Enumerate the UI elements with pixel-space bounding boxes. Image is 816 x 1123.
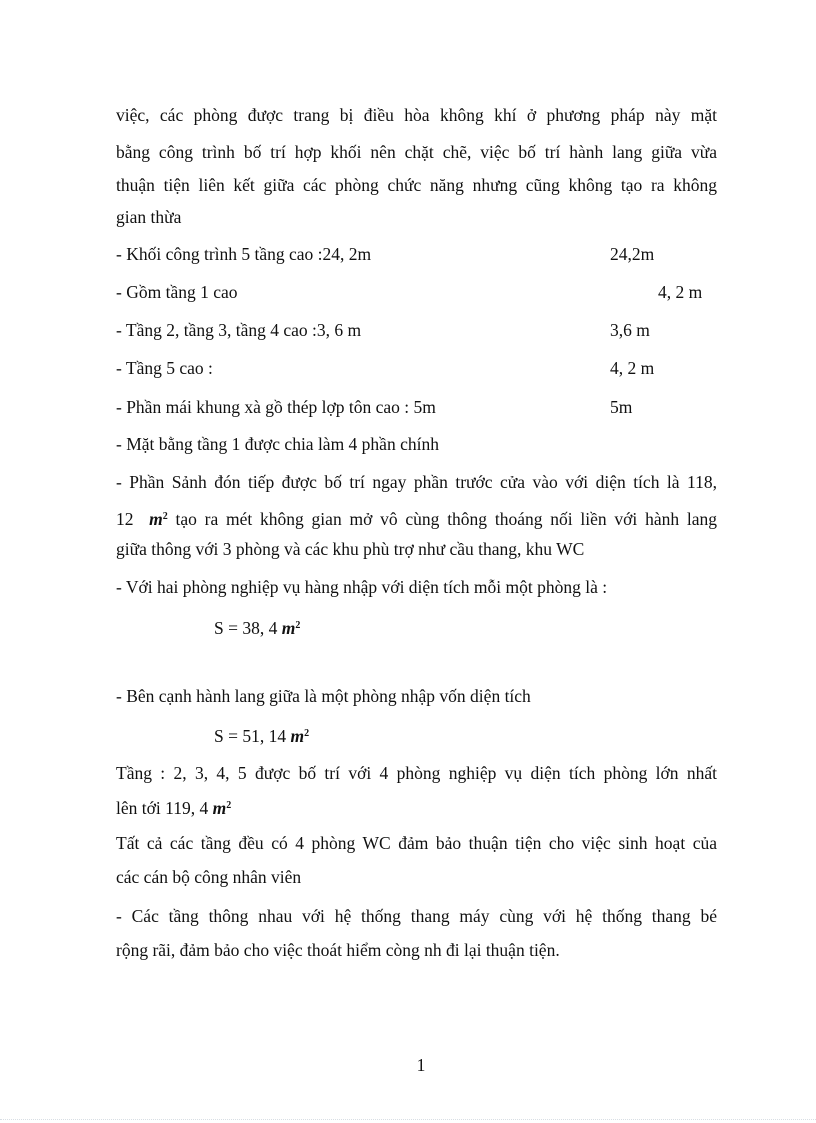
area-unit: $m^2$ [290,726,310,746]
paragraph-line: Tầng : 2, 3, 4, 5 được bố trí với 4 phòng nghiệp vụ diện tích phòng lớn nhất [116,763,717,783]
dimension-value: 3,6 m [610,320,650,340]
paragraph-line: - Mặt bằng tầng 1 được chia làm 4 phần chính [116,434,439,454]
paragraph-line: rộng rãi, đảm bảo cho việc thoát hiểm còng nh đi lại thuận tiện. [116,940,560,960]
paragraph-line: - Bên cạnh hành lang giữa là một phòng nhập vốn diện tích [116,686,531,706]
dimension-value: 24,2m [610,244,655,264]
dimension-value: 4, 2 m [610,358,655,378]
page-number: 1 [416,1055,426,1075]
dimension-label: - Gồm tầng 1 cao [116,282,238,302]
page-edge-divider [0,1119,816,1120]
area-unit: $m^2$ [212,798,232,818]
paragraph-line: giữa thông với 3 phòng và các khu phù trợ như cầu thang, khu WC [116,539,585,559]
paragraph-line: - Với hai phòng nghiệp vụ hàng nhập với diện tích mỗi một phòng là : [116,577,608,597]
area-unit: $m^2$ [149,509,168,529]
paragraph-line: - Phần Sảnh đón tiếp được bố trí ngay phần trước cửa vào với diện tích là 118, [116,472,717,492]
paragraph-line: thuận tiện liên kết giữa các phòng chức năng nhưng cũng không tạo ra không [116,175,717,195]
dimension-label: - Phần mái khung xà gồ thép lợp tôn cao : 5m [116,397,436,417]
dimension-label: - Tầng 2, tầng 3, tầng 4 cao :3, 6 m [116,320,362,340]
paragraph-line: Tất cả các tầng đều có 4 phòng WC đảm bảo thuận tiện cho việc sinh hoạt của [116,833,717,853]
dimension-value: 5m [610,397,633,417]
dimension-label: - Khối công trình 5 tầng cao :24, 2m [116,244,372,264]
paragraph-line: lên tới 119, 4 $m^2$ [116,798,232,818]
paragraph-line: bằng công trình bố trí hợp khối nên chặt chẽ, việc bố trí hành lang giữa vừa [116,142,717,162]
paragraph-line [116,506,717,530]
paragraph-line: các cán bộ công nhân viên [116,867,302,887]
paragraph-line: việc, các phòng được trang bị điều hòa không khí ở phương pháp này mặt [116,105,717,125]
area-formula: S = 38, 4 $m^2$ [214,618,301,638]
paragraph-text: tạo ra mét không gian mở vô cùng thông thoáng nối liền với hành lang [175,509,717,529]
area-value: 12 [116,509,134,529]
paragraph-line: gian thừa [116,207,182,227]
dimension-value: 4, 2 m [658,282,703,302]
paragraph-line: - Các tầng thông nhau với hệ thống thang máy cùng với hệ thống thang bé [116,906,717,926]
area-formula: S = 51, 14 $m^2$ [214,726,310,746]
dimension-label: - Tầng 5 cao : [116,358,213,378]
area-unit: $m^2$ [281,618,301,638]
